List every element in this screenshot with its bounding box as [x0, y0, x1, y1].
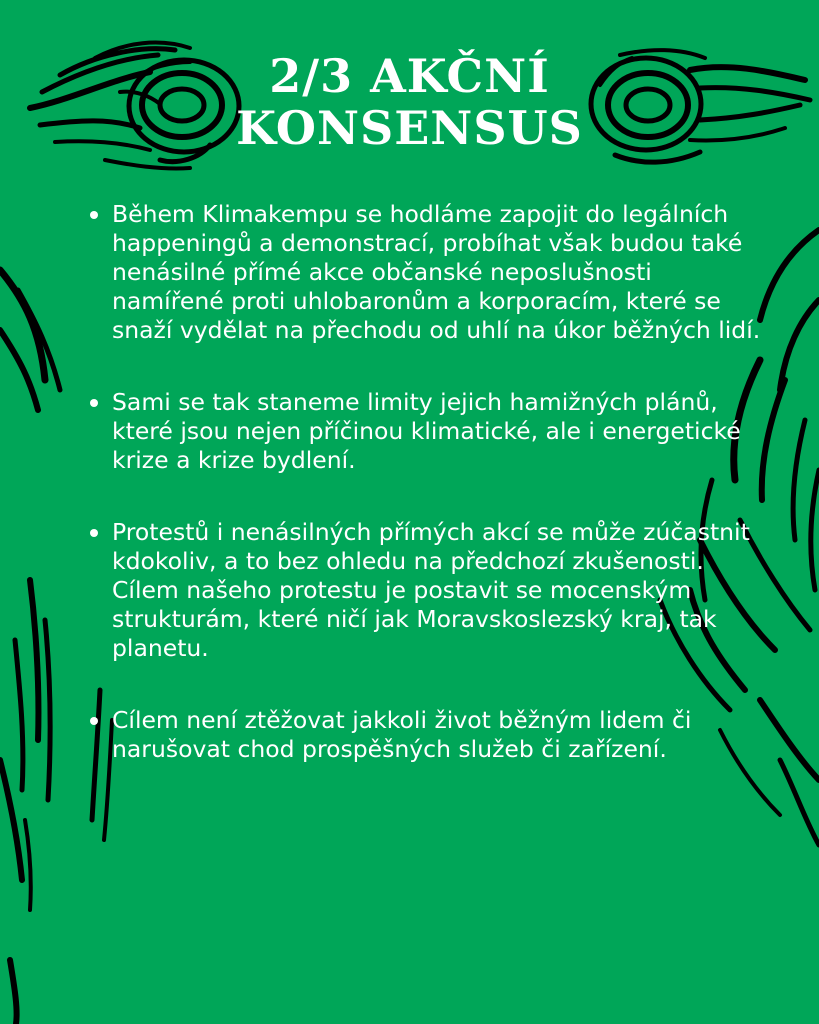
list-item-text: Protestů i nenásilných přímých akcí se může zúčastnit kdokoliv, a to bez ohledu na předchozí zkušenosti. Cílem našeho protestu je postavit se mocenským strukturám, které ničí jak Moravskoslezský kraj, tak planetu.: [112, 518, 750, 662]
page-title: [0, 50, 819, 154]
bullet-dot-icon: [90, 399, 98, 407]
list-item-text: Cílem není ztěžovat jakkoli život běžným lidem či narušovat chod prospěšných služeb či zařízení.: [112, 706, 692, 763]
list-item: [86, 388, 766, 475]
title-line-2: KONSENSUS: [236, 101, 583, 155]
list-item-text: Sami se tak staneme limity jejich hamižných plánů, které jsou nejen příčinou klimatické, ale i energetické krize a krize bydlení.: [112, 388, 741, 474]
list-item: [86, 200, 766, 345]
title-line-1: 2/3 AKČNÍ: [269, 49, 550, 103]
bullet-dot-icon: [90, 211, 98, 219]
list-item: [86, 706, 766, 764]
list-item: [86, 518, 766, 663]
bullet-dot-icon: [90, 717, 98, 725]
list-item-text: Během Klimakempu se hodláme zapojit do legálních happeningů a demonstrací, probíhat však budou také nenásilné přímé akce občanské neposlušnosti namířené proti uhlobaronům a korporacím, které se snaží vydělat na přechodu od uhlí na úkor běžných lidí.: [112, 200, 761, 344]
bullet-list-container: [86, 200, 766, 807]
bullet-list: [86, 200, 766, 764]
bullet-dot-icon: [90, 529, 98, 537]
